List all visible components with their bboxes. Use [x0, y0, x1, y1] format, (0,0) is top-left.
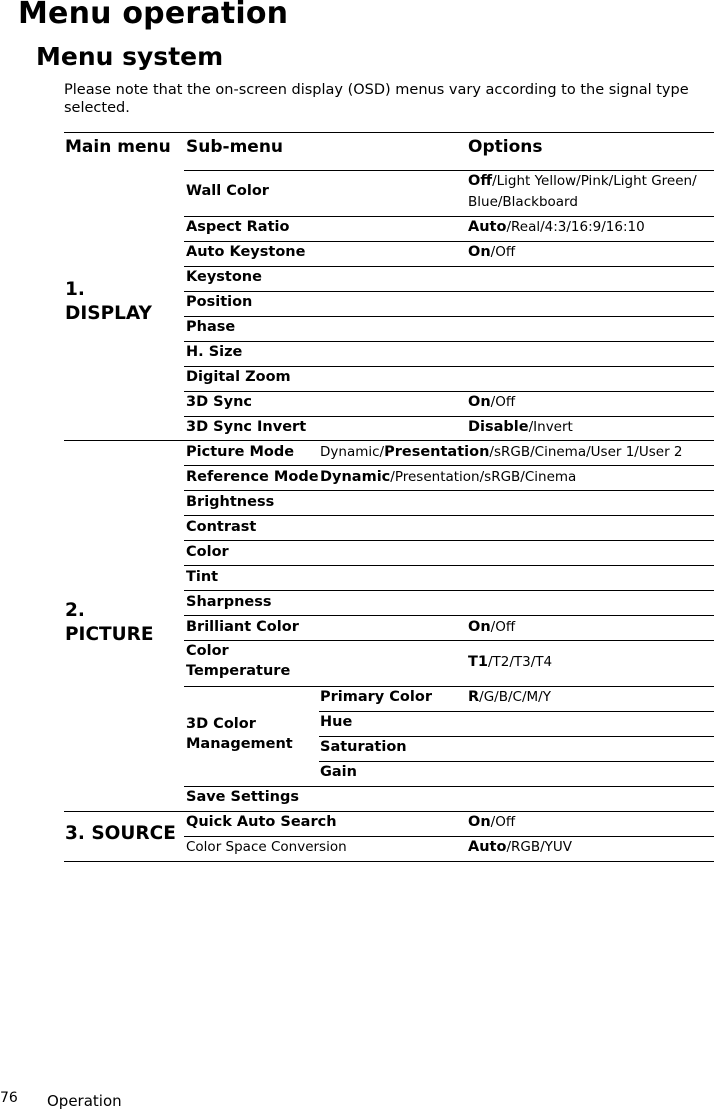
submenu-auto-keystone: Auto Keystone	[186, 244, 306, 260]
row-rule	[184, 391, 714, 392]
main-menu-picture: 2. PICTURE	[65, 600, 154, 645]
row-rule	[184, 590, 714, 591]
submenu-keystone: Keystone	[186, 269, 262, 285]
row-rule	[319, 711, 714, 712]
options-picture-mode: Dynamic/Presentation/sRGB/Cinema/User 1/User 2	[320, 444, 683, 460]
row-rule	[184, 490, 714, 491]
submenu-contrast: Contrast	[186, 519, 257, 535]
options-color-space-conversion: Auto/RGB/YUV	[468, 839, 573, 855]
row-rule	[184, 266, 714, 267]
main-menu-source: 3. SOURCE	[65, 823, 176, 844]
submenu-color: Color	[186, 544, 229, 560]
submenu-aspect-ratio: Aspect Ratio	[186, 219, 290, 235]
options-primary-color: R/G/B/C/M/Y	[468, 689, 551, 705]
options-wall-color: Off/Light Yellow/Pink/Light Green/ Blue/Blackboard	[468, 173, 697, 210]
header-options: Options	[468, 137, 543, 157]
submenu-3d-color-management: 3D Color Management	[186, 716, 293, 752]
section-rule	[64, 440, 714, 441]
submenu-hue: Hue	[320, 714, 353, 730]
main-menu-display: 1. DISPLAY	[65, 279, 152, 324]
submenu-h-size: H. Size	[186, 344, 243, 360]
page-number: 76	[0, 1090, 18, 1106]
row-rule	[184, 686, 714, 687]
header-sub-menu: Sub-menu	[186, 137, 284, 157]
header-main-menu: Main menu	[65, 137, 171, 157]
submenu-tint: Tint	[186, 569, 219, 585]
row-rule	[319, 761, 714, 762]
table-bottom-rule	[64, 861, 714, 862]
row-rule	[184, 341, 714, 342]
row-rule	[184, 316, 714, 317]
submenu-quick-auto-search: Quick Auto Search	[186, 814, 337, 830]
section-rule	[64, 811, 714, 812]
options-auto-keystone: On/Off	[468, 244, 516, 260]
options-aspect-ratio: Auto/Real/4:3/16:9/16:10	[468, 219, 645, 235]
options-quick-auto-search: On/Off	[468, 814, 516, 830]
page-title: Menu operation	[18, 0, 289, 31]
submenu-reference-mode: Reference Mode	[186, 469, 319, 485]
table-top-rule	[64, 132, 714, 133]
row-rule	[184, 615, 714, 616]
intro-paragraph: Please note that the on-screen display (OSD) menus vary according to the signal type selected.	[64, 82, 689, 116]
submenu-color-space-conversion: Color Space Conversion	[186, 839, 347, 855]
options-brilliant-color: On/Off	[468, 619, 516, 635]
submenu-save-settings: Save Settings	[186, 789, 300, 805]
submenu-phase: Phase	[186, 319, 236, 335]
submenu-wall-color: Wall Color	[186, 183, 269, 199]
row-rule	[184, 540, 714, 541]
submenu-saturation: Saturation	[320, 739, 407, 755]
submenu-brightness: Brightness	[186, 494, 275, 510]
submenu-3d-sync: 3D Sync	[186, 394, 252, 410]
submenu-sharpness: Sharpness	[186, 594, 272, 610]
options-color-temperature: T1/T2/T3/T4	[468, 654, 553, 670]
options-3d-sync-invert: Disable/Invert	[468, 419, 573, 435]
submenu-color-temperature: Color Temperature	[186, 643, 291, 679]
row-rule	[184, 565, 714, 566]
row-rule	[184, 291, 714, 292]
row-rule	[184, 465, 714, 466]
row-rule	[184, 515, 714, 516]
submenu-primary-color: Primary Color	[320, 689, 432, 705]
options-3d-sync: On/Off	[468, 394, 516, 410]
submenu-picture-mode: Picture Mode	[186, 444, 295, 460]
submenu-digital-zoom: Digital Zoom	[186, 369, 291, 385]
submenu-brilliant-color: Brilliant Color	[186, 619, 299, 635]
submenu-position: Position	[186, 294, 253, 310]
submenu-3d-sync-invert: 3D Sync Invert	[186, 419, 307, 435]
submenu-gain: Gain	[320, 764, 357, 780]
footer-section: Operation	[47, 1092, 122, 1110]
section-title: Menu system	[36, 42, 224, 71]
options-reference-mode: Dynamic/Presentation/sRGB/Cinema	[320, 469, 577, 485]
